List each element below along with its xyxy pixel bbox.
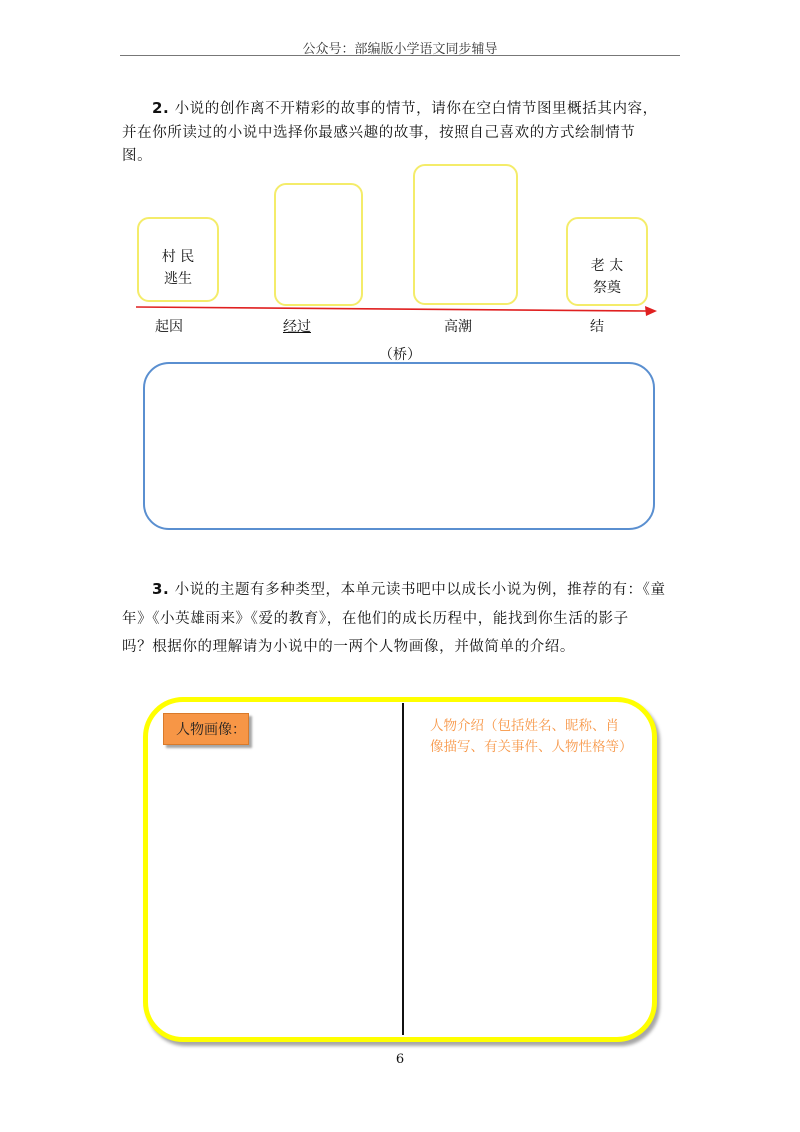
plot-box-beginning[interactable] <box>137 217 219 302</box>
question-2 <box>122 97 672 169</box>
question-2-line-1: 小说的创作离不开精彩的故事的情节，请你在空白情节图里概括其内容， <box>174 101 658 117</box>
plot-arrow-head <box>645 306 657 316</box>
question-2-line-3: 图。 <box>122 148 153 164</box>
header-title: 公众号：部编版小学语文同步辅导 <box>302 42 498 57</box>
character-intro-line-2: 像描写、有关事件、人物性格等） <box>430 739 633 755</box>
plot-box-climax[interactable] <box>413 164 518 305</box>
page-number: 6 <box>395 1052 405 1067</box>
plot-arrow <box>130 302 660 320</box>
question-3-number: 3. <box>152 580 170 598</box>
stage-development: 经过 <box>283 319 311 335</box>
plot-arrow-line <box>136 307 647 311</box>
portrait-label: 人物画像： <box>163 713 249 745</box>
plot-box-beginning-line-2: 逃生 <box>164 271 192 287</box>
question-2-line-2: 并在你所读过的小说中选择你最感兴趣的故事，按照自己喜欢的方式绘制情节 <box>122 124 636 141</box>
story-title: （桥） <box>379 347 421 363</box>
character-intro <box>430 716 650 758</box>
character-intro-line-1: 人物介绍（包括姓名、昵称、肖 <box>430 718 619 734</box>
question-3 <box>122 578 672 660</box>
question-3-line-2: 年》《小英雄雨来》《爱的教育》，在他们的成长历程中，能找到你生活的影子 <box>122 610 629 627</box>
stage-beginning: 起因 <box>155 319 183 335</box>
character-card-divider <box>402 703 404 1035</box>
header-rule <box>120 55 680 56</box>
plot-box-ending[interactable] <box>566 217 648 306</box>
plot-box-beginning-line-1: 村 民 <box>161 249 195 265</box>
stage-climax: 高潮 <box>444 319 472 335</box>
plot-box-development[interactable] <box>274 183 363 306</box>
plot-box-ending-line-1: 老 太 <box>590 258 624 274</box>
plot-drawing-area[interactable] <box>143 362 655 530</box>
plot-box-ending-line-2: 祭奠 <box>593 280 621 296</box>
question-3-line-1: 小说的主题有多种类型，本单元读书吧中以成长小说为例，推荐的有：《童 <box>174 582 666 598</box>
question-2-number: 2. <box>152 99 170 117</box>
stage-ending: 结 <box>590 319 604 335</box>
question-3-line-3: 吗？根据你的理解请为小说中的一两个人物画像，并做简单的介绍。 <box>122 639 575 655</box>
